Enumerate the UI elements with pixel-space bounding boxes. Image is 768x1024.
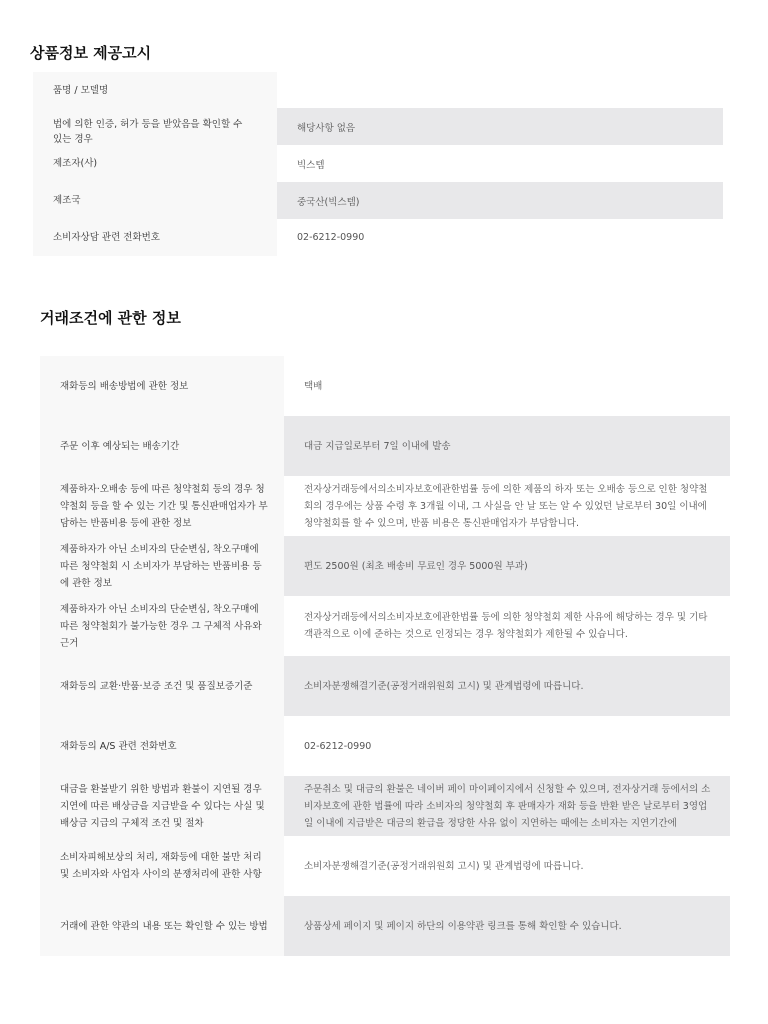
row-value-text: 대금 지급일로부터 7일 이내에 발송 bbox=[304, 440, 451, 452]
table-row bbox=[40, 656, 730, 716]
row-value bbox=[284, 896, 730, 956]
row-label: 법에 의한 인증, 허가 등을 받았음을 확인할 수 있는 경우 bbox=[33, 108, 277, 145]
product-info-table bbox=[33, 72, 723, 256]
trade-terms-title: 거래조건에 관한 정보 bbox=[40, 309, 181, 327]
row-label: 거래에 관한 약관의 내용 또는 확인할 수 있는 방법 bbox=[40, 896, 284, 956]
row-label: 제품하자·오배송 등에 따른 청약철회 등의 경우 청약철회 등을 할 수 있는 기간 및 통신판매업자가 부담하는 반품비용 등에 관한 정보 bbox=[40, 476, 284, 536]
table-row bbox=[40, 356, 730, 416]
row-label: 재화등의 교환·반품·보증 조건 및 품질보증기준 bbox=[40, 656, 284, 716]
trade-terms-table bbox=[40, 356, 730, 956]
row-value-text: 02-6212-0990 bbox=[304, 740, 372, 752]
row-value-text: 소비자분쟁해결기준(공정거래위원회 고시) 및 관계법령에 따릅니다. bbox=[304, 860, 584, 872]
row-label: 제조국 bbox=[33, 182, 277, 219]
row-value-text: 주문취소 및 대금의 환불은 네이버 페이 마이페이지에서 신청할 수 있으며, 전자상거래 등에서의 소비자보호에 관한 법률에 따라 소비자의 청약철회 후 판매자가 재화 등을 반환 받은 날로부터 3영업일 이내에 지급받은 대금의 환급을 정당한 사유 없이 지연하는 때에는 소비자는 지연기간에 bbox=[304, 783, 711, 829]
row-value-text: 소비자분쟁해결기준(공정거래위원회 고시) 및 관계법령에 따릅니다. bbox=[304, 680, 584, 692]
row-value bbox=[284, 596, 730, 656]
row-value-text: 편도 2500원 (최초 배송비 무료인 경우 5000원 부과) bbox=[304, 560, 528, 572]
row-label: 품명 / 모델명 bbox=[33, 72, 277, 108]
row-value: 중국산(빅스템) bbox=[277, 182, 723, 219]
row-value bbox=[284, 716, 730, 776]
row-label: 제품하자가 아닌 소비자의 단순변심, 착오구매에 따른 청약철회가 불가능한 경우 그 구체적 사유와 근거 bbox=[40, 596, 284, 656]
row-label: 대금을 환불받기 위한 방법과 환불이 지연될 경우 지연에 따른 배상금을 지급받을 수 있다는 사실 및 배상금 지급의 구체적 조건 및 절차 bbox=[40, 776, 284, 836]
row-value: 02-6212-0990 bbox=[297, 232, 365, 243]
table-row bbox=[33, 182, 723, 219]
table-row bbox=[40, 836, 730, 896]
row-value bbox=[284, 776, 730, 836]
row-value bbox=[284, 836, 730, 896]
table-row bbox=[33, 219, 723, 256]
row-value bbox=[284, 656, 730, 716]
row-label: 소비자피해보상의 처리, 재화등에 대한 불만 처리 및 소비자와 사업자 사이의 분쟁처리에 관한 사항 bbox=[40, 836, 284, 896]
row-label: 재화등의 배송방법에 관한 정보 bbox=[40, 356, 284, 416]
row-label: 재화등의 A/S 관련 전화번호 bbox=[40, 716, 284, 776]
row-value-text: 전자상거래등에서의소비자보호에관한법률 등에 의한 청약철회 제한 사유에 해당하는 경우 및 기타 객관적으로 이에 준하는 것으로 인정되는 경우 청약철회가 제한될 수 있습니다. bbox=[304, 612, 708, 640]
row-value: 해당사항 없음 bbox=[277, 108, 723, 145]
table-row bbox=[40, 596, 730, 656]
table-row bbox=[40, 776, 730, 836]
table-row bbox=[40, 716, 730, 776]
row-label: 제조자(사) bbox=[33, 145, 277, 182]
table-row bbox=[40, 536, 730, 596]
row-value bbox=[284, 476, 730, 536]
row-value-text: 택배 bbox=[304, 380, 323, 392]
row-value bbox=[277, 72, 723, 108]
row-label: 제품하자가 아닌 소비자의 단순변심, 착오구매에 따른 청약철회 시 소비자가 부담하는 반품비용 등에 관한 정보 bbox=[40, 536, 284, 596]
table-row bbox=[33, 108, 723, 145]
table-row bbox=[33, 72, 723, 108]
row-value-text: 상품상세 페이지 및 페이지 하단의 이용약관 링크를 통해 확인할 수 있습니다. bbox=[304, 920, 622, 932]
row-label: 소비자상담 관련 전화번호 bbox=[33, 219, 277, 256]
table-row bbox=[40, 416, 730, 476]
product-info-title: 상품정보 제공고시 bbox=[30, 44, 152, 62]
row-value bbox=[284, 356, 730, 416]
row-value bbox=[284, 416, 730, 476]
row-label: 주문 이후 예상되는 배송기간 bbox=[40, 416, 284, 476]
row-value bbox=[284, 536, 730, 596]
row-value: 빅스템 bbox=[297, 159, 325, 171]
row-value-text: 전자상거래등에서의소비자보호에관한법률 등에 의한 제품의 하자 또는 오배송 등으로 인한 청약철회의 경우에는 상품 수령 후 3개월 이내, 그 사실을 안 날 또는 알 수 있었던 날로부터 30일 이내에 청약철회를 할 수 있으며, 반품 비용은 통신판매업자가 부담합니다. bbox=[304, 483, 708, 529]
table-row bbox=[40, 896, 730, 956]
table-row bbox=[40, 476, 730, 536]
table-row bbox=[33, 145, 723, 182]
